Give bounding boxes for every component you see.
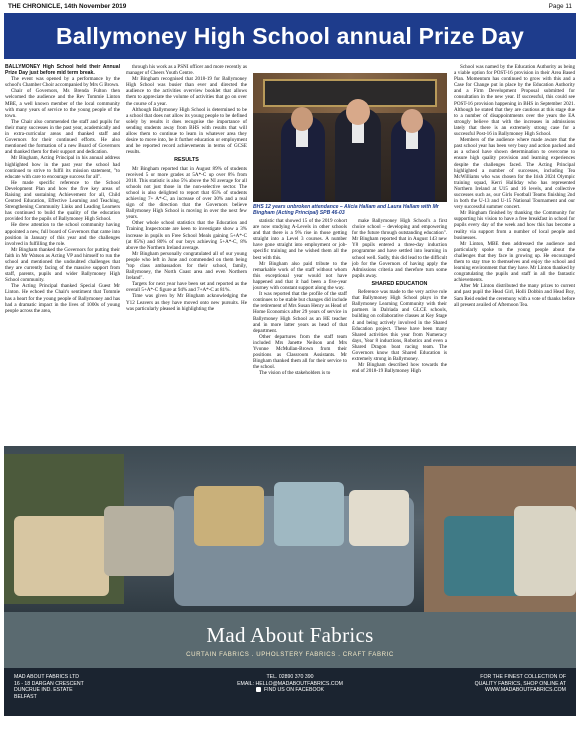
paragraph: Mr Bingham also paid tribute to the remarkable work of the staff without whom this exceptional year would not have happened and that it had been a five-year journey with constant support along the way. — [253, 260, 347, 292]
advert-website-link[interactable]: WWW.MADABOUTFABRICS.COM — [485, 687, 566, 694]
article-column-2 — [126, 64, 247, 442]
advert-footer — [4, 668, 576, 716]
article-column-1 — [5, 64, 120, 442]
paragraph: Mr Bingham reported that in August 89% of students received 5 or more grades at 5A*-C up over 8% from 2018. This statistic is also 5% above the NI average for all schools not just those in the non-selective sector. The school is also delighted to report that 65% of students achieving 7+ A*-C, an increase of over 30% and a real sign of the direction that the Governors believe Ballymoney High School is moving in over the next few years. — [126, 165, 247, 221]
paragraph: Mr Bingham recognised that 2018-19 for Ballymoney High School was busier than ever and directed the audience to the activities overview booklet that allows them to appreciate the volume of activities that go on over the course of a year. — [126, 76, 247, 107]
col1-body — [5, 76, 120, 314]
shared-body — [352, 289, 447, 374]
lead-paragraph — [5, 64, 120, 76]
paragraph: It was reported that the profile of the staff continues to be stable but changes did include the retirement of Mrs Susan Henry as Head of Home Economics after 29 years of service in Ballymoney High School as an HE teacher and in more latter years as head of that department. — [253, 291, 347, 334]
shared-education-heading: SHARED EDUCATION — [371, 280, 428, 287]
mad-about-fabrics-advert — [4, 446, 576, 716]
paragraph: Other departures from the staff team included Mrs Janette Neilson and Mrs Yvonne McMullan-Brown from their positions as Classroom Assistants. Mr Bingham thanked them all for their service to the school. — [253, 333, 347, 371]
paragraph: Other whole school statistics that the Education and Training Inspectorate are keen to investigate show a 3% increase in pupils on Free School Meals gaining 5+A*-C (at 85%) and 80% of our boys achieving 5+A*-C, 8% above the Northern Ireland average. — [126, 220, 247, 251]
col4-body — [352, 218, 447, 279]
paragraph: statistic that showed 15 of the 2019 cohort are now studying A-Levels in other schools and that there is a 9% rise in those getting straight into a Level 3 courses. A number have gone straight into employment or job-specific training and he wished them all the best with this. — [253, 218, 347, 261]
paragraph: Mr Bingham thanked the Governors for putting their faith in Mr Watson as Acting VP and himself to run the school and mentioned the undoubted challenges that they are currently facing of the massive support from staff, parents, pupils and wider Ballymoney High School community. — [5, 246, 120, 284]
results-heading: RESULTS — [174, 157, 199, 164]
paragraph: Time was given by Mr Bingham acknowledging the Y12 Leavers as they have moved onto new pursuits. He was particularly pleased in highlighting the — [126, 293, 247, 312]
col5-body — [454, 64, 575, 308]
paragraph: He made specific reference to the School Development Plan and how the five key areas of Raising and sustaining Achievement for all, Child Centred Education, Effective Learning and Teaching, Strengthening Community Links and Leading Learners has continued to build the quality of the education provided for the pupils of Ballymoney High School. — [5, 179, 120, 223]
advert-logo-band — [4, 612, 576, 668]
page-number: Page 11 — [548, 2, 572, 10]
paragraph: Although Ballymoney High School is determined to be a school that does not allow its young people to be defined solely by results it does recognise the importance of sending students away from BHS with results that will allow them to continue to learn in whatever area they desire to move into, be it further education or employment and be reported record achievements in terms of GCSE results. — [126, 106, 247, 156]
paragraph: Mr Bingham finished by thanking the Community for supporting his vision to have a free breakfast in school for pupils every day of the week and how this has become a reality via support from a number of local people and businesses. — [454, 210, 575, 241]
article-column-4 — [352, 218, 447, 442]
advert-logo: Mad About Fabrics — [206, 622, 374, 647]
prize-day-photo — [253, 73, 447, 202]
paragraph: The Acting Principal thanked Special Guest Mr Linton. He echoed the Chair's sentiment that Tommie has a heart for the young people of Ballymoney and has had a dramatic impact in the lives of 1000s of young people across the area, — [5, 283, 120, 314]
paragraph: make Ballymoney High School's a first choice school – developing and empowering for the future through outstanding education". Mr Bingham reported that in August 143 new Y8 pupils entered a three-day induction programme and have settled into learning in school well. Sadly, this did lead to the difficult job for the Governors of having apply the Admissions criteria and therefore turn some pupils away. — [352, 218, 447, 279]
masthead — [0, 0, 580, 12]
paragraph: Mr Linton, MBE then addressed the audience and particularly spoke to the young people about the challenges that they face in growing up. He encouraged them to stay true to themselves and enjoy the school and learning environment that they have. Mr Linton thanked by congratulating the pupils and staff in all the fantastic achievements. — [454, 240, 575, 284]
results-body — [126, 166, 247, 312]
paragraph: Reference was made to the very active role that Ballymoney High School plays in the Ballymoney Learning Community with their partners in Dalriada and GLCE schools, building on collaborative classes at Key Stage 4 and being actively involved in the Shared Education project. These have been many Shared activities this year from Numeracy days, Year 8 inductions, Robotics and even a Shared Dragon boat racing team. The Governors know that Shared Education is extremely strong in Ballymoney. — [352, 289, 447, 363]
col2-body — [126, 64, 247, 155]
advert-shop-online: FOR THE FINEST COLLECTION OF QUALITY FABRICS, SHOP ONLINE AT WWW.MADABOUTFABRICS.COM — [396, 674, 566, 694]
advert-facebook[interactable]: FIND US ON FACEBOOK — [190, 687, 390, 694]
paragraph: School was named by the Education Authority as being a viable option for POST-16 provision in their Area Based Plan. Momentum has continued to grow with this and a Case for Change put in place by the Education Authority and a Firm Development Proposal submitted for consultation in the new year. If successful, this could see POST-16 provision happening in BHS in September 2021. Although he stated that they are cautious at this stage due to a number of disappointments over the years the EA strongly believe that with the increases in admissions lately that there is an extremely strong case for a successful Post-16 in Ballymoney High School. — [454, 64, 575, 138]
paragraph: Targets for next year have been set and reported as the overall 5+A*-C figure at 94% and 7+A*-C at 81%. — [126, 281, 247, 294]
paragraph: Mr Bingham personally congratulated all of our young people who left in June and commended on them being "top class ambassadors for their school, family, Ballymoney, the North Coast area and even Northern Ireland". — [126, 250, 247, 282]
paragraph: Members of the audience where made aware that the past school year has been very busy and action packed and as a school have shown determination to overcome to ensure high quality provision and learning experiences despite the challenges faced. The Acting Principal highlighted a number of successes, including Tea McWilliams who was chosen for the Irish 2024 Olympic training squad, Kerri Halliday who has represented Northern Ireland at U15 and 16 levels, and collective successes such as, our Girls Football Teams finishing 2nd in both the U-13 and U-15 National Tournament and our very successful summer concert. — [454, 137, 575, 211]
paragraph: Mr Bingham described how towards the end of 2018-19 Ballymoney High — [352, 362, 447, 375]
photo-caption: BHS 12 years unbroken attendance – Alicia Hallam and Laura Hallam with Mr Bingham (Acting Principal) SPB 46-03 — [253, 204, 439, 217]
facebook-icon — [256, 687, 261, 692]
headline: Ballymoney High School annual Prize Day — [56, 22, 524, 49]
advert-email: EMAIL: HELLO@MADABOUTFABRICS.COM — [237, 680, 343, 687]
paragraph: through his work as a PSNI officer and more recently as manager of Cheers Youth Centre. — [126, 64, 247, 77]
headline-banner — [4, 13, 576, 59]
lead-bold: BALLYMONEY High School held their Annual Prize Day just before mid term break. — [5, 64, 120, 77]
paragraph: He drew attention to the school community having appointed a new, full board of Governors that came into position in January of this year and the challenges involved in fulfilling the role. — [5, 222, 120, 247]
advert-contact — [190, 674, 390, 694]
advert-tagline: CURTAIN FABRICS . UPHOLSTERY FABRICS . CRAFT FABRIC — [186, 650, 394, 658]
publication-name: THE CHRONICLE, 14th November 2019 — [8, 2, 127, 10]
article-column-5 — [454, 64, 575, 442]
col3-body — [253, 218, 347, 376]
paragraph: The event was opened by a performance by the school's Chamber Choir accompanied by Mrs G Brown. — [5, 76, 120, 89]
paragraph: Chair of Governors, Ms Brenda Fulton then welcomed the audience and the Rev Tommie Linton MBE, a well known member of the local community with many years of service to the young people of the town. — [5, 88, 120, 119]
advert-room-image — [4, 446, 576, 612]
advert-telephone: TEL. 02890 370 390 — [266, 674, 314, 680]
advert-address: MAD ABOUT FABRICS LTD 16 - 18 DARGAN CRESCENT DUNCRUE IND. ESTATE BELFAST — [14, 674, 84, 700]
paragraph: The vision of the stakeholders is to — [259, 370, 331, 377]
paragraph: After Mr Linton distributed the many prizes to current and past pupil the Head Girl, Holli Dobbin and Head Boy, Sam Reid ended the ceremony with a vote of thanks before all present availed of Afternoon Tea. — [454, 283, 575, 308]
paragraph: The Chair also commended the staff and pupils for their many successes in the past year, academically and in extra-curricular areas and thanked staff and Governors for their continued efforts. He also mentioned the formation of a new Board of Governors and thanked them for their support and dedication. — [5, 118, 120, 156]
article-column-3 — [253, 218, 347, 442]
paragraph: Mr Bingham, Acting Principal in his annual address highlighted how in the past year the school had continued to strive to fulfil its mission statement, "to educate with care to encourage success for all". — [5, 155, 120, 180]
